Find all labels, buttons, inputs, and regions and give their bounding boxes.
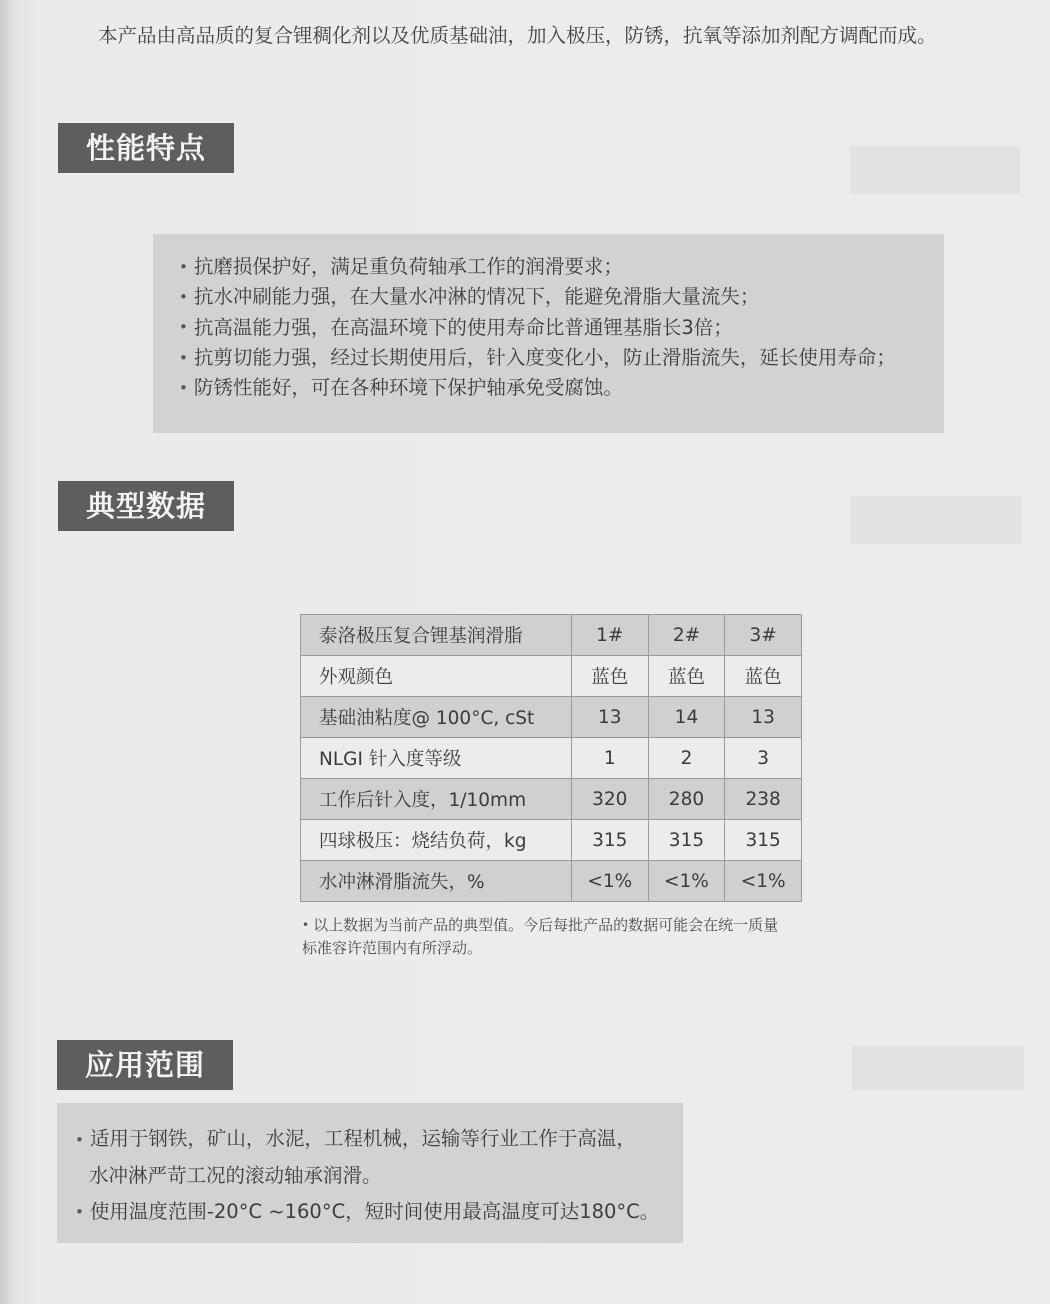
feature-item: • 防锈性能好，可在各种环境下保护轴承免受腐蚀。 bbox=[179, 376, 623, 399]
table-row bbox=[301, 656, 802, 697]
feature-item: • 抗高温能力强，在高温环境下的使用寿命比普通锂基脂长3倍； bbox=[179, 315, 733, 339]
table-cell: 13 bbox=[725, 697, 802, 738]
section-heading-applications: 应用范围 bbox=[57, 1040, 233, 1090]
features-box bbox=[153, 234, 944, 433]
bullet-icon: • bbox=[179, 318, 188, 337]
section-heading-features: 性能特点 bbox=[58, 123, 234, 173]
show-through-block bbox=[850, 496, 1022, 544]
table-row bbox=[301, 697, 802, 738]
bullet-icon: • bbox=[75, 1203, 84, 1221]
table-cell: 14 bbox=[648, 697, 725, 738]
table-cell: 13 bbox=[571, 697, 648, 738]
feature-item: • 抗磨损保护好，满足重负荷轴承工作的润滑要求； bbox=[179, 255, 623, 278]
table-cell: NLGI 针入度等级 bbox=[301, 738, 572, 779]
table-header-cell: 1# bbox=[571, 615, 648, 656]
table-cell: 2 bbox=[648, 738, 725, 779]
table-cell: 蓝色 bbox=[648, 656, 725, 697]
bullet-icon: • bbox=[75, 1130, 84, 1149]
bullet-icon: • bbox=[179, 378, 188, 397]
table-header-cell: 3# bbox=[725, 615, 802, 656]
table-cell: 水冲淋滑脂流失，% bbox=[301, 861, 572, 902]
table-cell: <1% bbox=[725, 861, 802, 902]
bullet-icon: • bbox=[302, 918, 310, 932]
application-item-continuation: 水冲淋严苛工况的滚动轴承润滑。 bbox=[89, 1163, 382, 1187]
typical-data-table bbox=[300, 614, 802, 902]
table-header-cell: 2# bbox=[648, 615, 725, 656]
application-item: • 适用于钢铁，矿山，水泥，工程机械，运输等行业工作于高温， bbox=[75, 1127, 636, 1150]
show-through-block bbox=[850, 146, 1020, 194]
feature-item: • 抗水冲刷能力强，在大量水冲淋的情况下，能避免滑脂大量流失； bbox=[179, 285, 760, 309]
table-footnote: • 以上数据为当前产品的典型值。今后每批产品的数据可能会在统一质量 标准容许范围内有所浮动。 bbox=[302, 916, 779, 957]
table-cell: <1% bbox=[648, 861, 725, 902]
table-cell: 蓝色 bbox=[571, 656, 648, 697]
table-cell: 3 bbox=[725, 738, 802, 779]
bullet-icon: • bbox=[179, 288, 188, 306]
section-heading-typical-data: 典型数据 bbox=[58, 481, 234, 531]
bullet-icon: • bbox=[179, 257, 188, 276]
table-cell: 基础油粘度@ 100°C, cSt bbox=[301, 697, 572, 738]
table-cell: 280 bbox=[648, 779, 725, 820]
feature-item: • 抗剪切能力强，经过长期使用后，针入度变化小，防止滑脂流失，延长使用寿命； bbox=[179, 345, 896, 369]
bullet-icon: • bbox=[179, 348, 188, 367]
table-cell: 1 bbox=[571, 738, 648, 779]
applications-box bbox=[57, 1103, 683, 1243]
table-cell: 四球极压：烧结负荷，kg bbox=[301, 820, 572, 861]
table-cell: 外观颜色 bbox=[301, 656, 572, 697]
table-cell: 320 bbox=[571, 779, 648, 820]
table-cell: 315 bbox=[725, 820, 802, 861]
application-item: • 使用温度范围-20°C ~160°C，短时间使用最高温度可达180°C。 bbox=[75, 1199, 660, 1223]
table-row bbox=[301, 738, 802, 779]
table-cell: 蓝色 bbox=[725, 656, 802, 697]
show-through-block bbox=[852, 1046, 1024, 1090]
table-row bbox=[301, 820, 802, 861]
table-cell: 315 bbox=[648, 820, 725, 861]
intro-text: 本产品由高品质的复合锂稠化剂以及优质基础油，加入极压，防锈，抗氧等添加剂配方调配而成。 bbox=[98, 24, 937, 47]
table-row bbox=[301, 779, 802, 820]
table-cell: 工作后针入度，1/10mm bbox=[301, 779, 572, 820]
table-cell: 315 bbox=[571, 820, 648, 861]
table-cell: <1% bbox=[571, 861, 648, 902]
table-header-cell: 泰洛极压复合锂基润滑脂 bbox=[301, 615, 572, 656]
table-header-row bbox=[301, 615, 802, 656]
table-cell: 238 bbox=[725, 779, 802, 820]
table-row bbox=[301, 861, 802, 902]
